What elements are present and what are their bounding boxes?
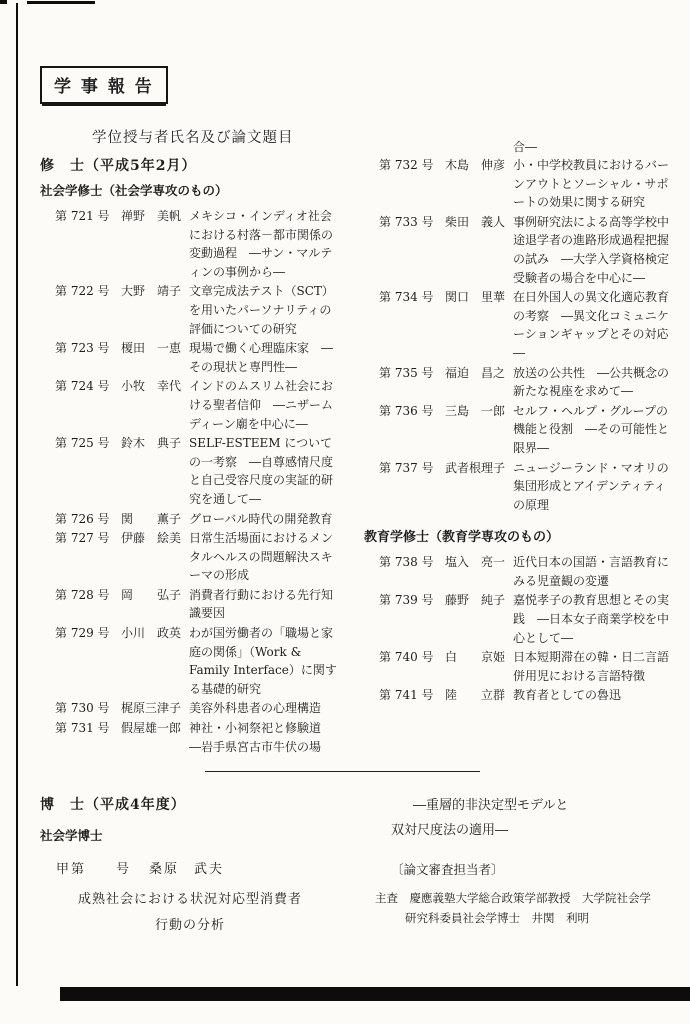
- thesis-entry: [379, 648, 670, 685]
- entry-name: 小川 政英: [121, 626, 182, 641]
- entry-title: 日本短期滞在の韓・日二言語併用児における言語特徴: [513, 650, 670, 683]
- entry-number: 第 721 号: [55, 209, 110, 223]
- entry-title: 現場で働く心理臨床家 ―その現状と専門性―: [189, 341, 334, 374]
- entry-title: 近代日本の国語・言語教育にみる児童観の変遷: [513, 555, 670, 588]
- entry-name: 岡 弘子: [121, 587, 182, 602]
- doctoral-heading: 博 士（平成4年度）: [40, 797, 186, 814]
- title-continuation: 合―: [513, 140, 538, 154]
- entry-title: わが国労働者の「職場と家庭の関係」（Work & Family Interface）に関する基礎的研究: [189, 626, 337, 696]
- masters-columns: [40, 126, 672, 757]
- entry-name: 木島 伸彦: [445, 158, 506, 172]
- thesis-entry: [379, 553, 670, 590]
- entry-number: 第 735 号: [379, 365, 434, 380]
- entry-name: 禅野 美帆: [121, 209, 182, 223]
- examiner-line1: 主査 慶應義塾大学総合政策学部教授 大学院社会学: [375, 890, 651, 905]
- scan-edge-top: [27, 1, 95, 4]
- section-divider: [205, 771, 480, 772]
- doctoral-entry: [56, 858, 375, 877]
- entry-name: 梶原三津子: [121, 701, 182, 716]
- entry-title: 教育者としての魯迅: [513, 688, 622, 703]
- doctoral-thesis-line1: 成熟社会における状況対応型消費者: [77, 892, 302, 908]
- entry-name: 假屋雄一郎: [121, 721, 182, 736]
- entry-name: 塩入 亮一: [445, 555, 506, 570]
- entry-name: 三島 一郎: [445, 403, 506, 418]
- entry-name: 伊藤 絵美: [121, 531, 182, 546]
- doctoral-entry-name: 桑原 武夫: [149, 862, 225, 878]
- education-entries: [364, 553, 670, 705]
- entry-number: 第 733 号: [379, 214, 434, 229]
- sociology-masters-heading: 社会学修士（社会学専攻のもの）: [40, 183, 228, 198]
- doctoral-entry-number: 甲第 号: [56, 862, 132, 878]
- entry-name: 陸 立群: [445, 688, 506, 703]
- thesis-entry: [55, 624, 342, 698]
- entry-number: 第 726 号: [55, 511, 110, 526]
- thesis-entry: [55, 510, 342, 529]
- entry-title: 小・中学校教員におけるバーンアウトとソーシャル・サポートの効果に関する研究: [513, 158, 670, 210]
- entry-name: 武者根理子: [445, 460, 506, 475]
- examiners-label: 〔論文審査担当者〕: [391, 861, 504, 877]
- entry-number: 第 730 号: [55, 701, 110, 716]
- entry-number: 第 728 号: [55, 587, 110, 602]
- entry-number: 第 724 号: [55, 379, 110, 394]
- thesis-entry: [55, 282, 342, 338]
- thesis-entry: [379, 591, 670, 647]
- entry-number: 第 739 号: [379, 593, 434, 608]
- thesis-entry: [55, 719, 342, 756]
- thesis-entry: [55, 586, 342, 623]
- thesis-entry: [379, 402, 670, 458]
- entry-name: 藤野 純子: [445, 593, 506, 608]
- doctoral-section: [40, 794, 672, 939]
- thesis-entry: [55, 434, 342, 508]
- entry-title: インドのムスリム社会における聖者信仰 ―ニザームディーン廟を中心に―: [189, 379, 334, 431]
- entry-number: 第 741 号: [379, 688, 434, 703]
- entry-number: 第 732 号: [379, 158, 434, 172]
- entry-title: 文章完成法テスト（SCT）を用いたパーソナリティの評価についての研究: [189, 284, 334, 336]
- sociology-doctorate-heading: 社会学博士: [40, 828, 103, 844]
- thesis-entry: [379, 364, 670, 401]
- entry-title: 放送の公共性 ―公共概念の新たな視座を求めて―: [513, 365, 670, 399]
- masters-heading: 修 士（平成5年2月）: [40, 158, 197, 174]
- right-column: [364, 126, 670, 757]
- entry-title: 在日外国人の異文化適応教育の考察 ―異文化コミュニケーションギャップとその対応―: [513, 290, 670, 360]
- education-masters-heading: 教育学修士（教育学専攻のもの）: [364, 530, 560, 546]
- entry-number: 第 725 号: [55, 436, 110, 451]
- report-title: 学 事 報 告: [40, 66, 168, 104]
- entry-title: ニュージーランド・マオリの集団形成とアイデンティティの原理: [513, 460, 669, 512]
- entry-number: 第 727 号: [55, 531, 110, 546]
- thesis-entry: [55, 377, 342, 433]
- doctoral-left-column: [40, 794, 375, 939]
- sociology-entries-right: [364, 156, 670, 514]
- scan-edge-left: [16, 3, 18, 986]
- doctoral-thesis-subtitle-line2: 双対尺度法の適用―: [391, 822, 509, 838]
- doctoral-thesis-title: [40, 887, 340, 939]
- entry-name: 関口 里華: [445, 290, 506, 305]
- entry-name: 福迫 昌之: [445, 365, 506, 380]
- entry-number: 第 722 号: [55, 284, 110, 299]
- thesis-entry: [55, 207, 342, 281]
- thesis-entry: [55, 699, 342, 718]
- doctoral-right-column: [375, 794, 672, 939]
- entry-title: SELF-ESTEEM についての一考察 ―自尊感情尺度と自己受容尺度の実証的研究を通して―: [189, 436, 334, 506]
- left-column: [40, 126, 342, 757]
- entry-number: 第 738 号: [379, 555, 434, 570]
- thesis-entry: [55, 529, 342, 585]
- entry-title: 嘉悦孝子の教育思想とその実践 ―日本女子商業学校を中心として―: [513, 593, 670, 645]
- entry-title: 消費者行動における先行知識要因: [189, 587, 334, 621]
- examiner-info: [375, 888, 672, 929]
- page-content: [40, 66, 672, 939]
- sociology-entries-left: [40, 207, 342, 756]
- thesis-entry: [55, 339, 342, 376]
- thesis-entry: [379, 686, 670, 705]
- entry-name: 鈴木 典子: [121, 436, 182, 451]
- entry-name: 柴田 義人: [445, 214, 506, 229]
- entry-number: 第 740 号: [379, 650, 434, 665]
- entry-title: グローバル時代の開発教育: [189, 511, 333, 526]
- doctoral-thesis-subtitle-line1: ―重層的非決定型モデルと: [413, 798, 569, 814]
- entry-number: 第 734 号: [379, 290, 434, 305]
- entry-title: セルフ・ヘルプ・グループの機能と役割 ―その可能性と限界―: [513, 403, 670, 455]
- scan-edge-corner: [0, 0, 7, 4]
- entry-number: 第 723 号: [55, 341, 110, 356]
- entry-name: 小牧 幸代: [121, 379, 182, 394]
- thesis-entry: [379, 213, 670, 287]
- entry-number: 第 737 号: [379, 460, 434, 475]
- thesis-entry: [379, 156, 670, 212]
- entry-title: 事例研究法による高等学校中途退学者の進路形成過程把握の試み ―大学入学資格検定受験者の場合を中心に―: [513, 214, 670, 285]
- entry-number: 第 731 号: [55, 721, 110, 736]
- thesis-entry: [379, 459, 670, 515]
- entry-title: 神社・小祠祭祀と修験道 ―岩手県宮古市牛伏の場: [189, 721, 334, 754]
- entry-title: 日常生活場面におけるメンタルヘルスの問題解決スキーマの形成: [189, 531, 334, 583]
- entry-name: 大野 靖子: [121, 284, 182, 299]
- entry-number: 第 736 号: [379, 403, 434, 418]
- entry-number: 第 729 号: [55, 626, 110, 641]
- thesis-entry: [379, 288, 670, 362]
- entry-name: 白 京姫: [445, 650, 506, 665]
- entry-title: 美容外科患者の心理構造: [189, 701, 322, 716]
- examiner-line2: 研究科委員社会学博士 井関 利明: [405, 911, 589, 926]
- doctoral-thesis-subtitle: [391, 794, 672, 843]
- entry-name: 榎田 一恵: [121, 341, 182, 356]
- scan-edge-bottom: [60, 987, 690, 1001]
- doctoral-thesis-line2: 行動の分析: [154, 918, 225, 934]
- entry-title: メキシコ・インディオ社会における村落－都市関係の変動過程 ―サン・マルティンの事例から―: [189, 209, 334, 279]
- entry-name: 関 薫子: [121, 511, 182, 526]
- page-subtitle: 学位授与者氏名及び論文題目: [92, 130, 294, 146]
